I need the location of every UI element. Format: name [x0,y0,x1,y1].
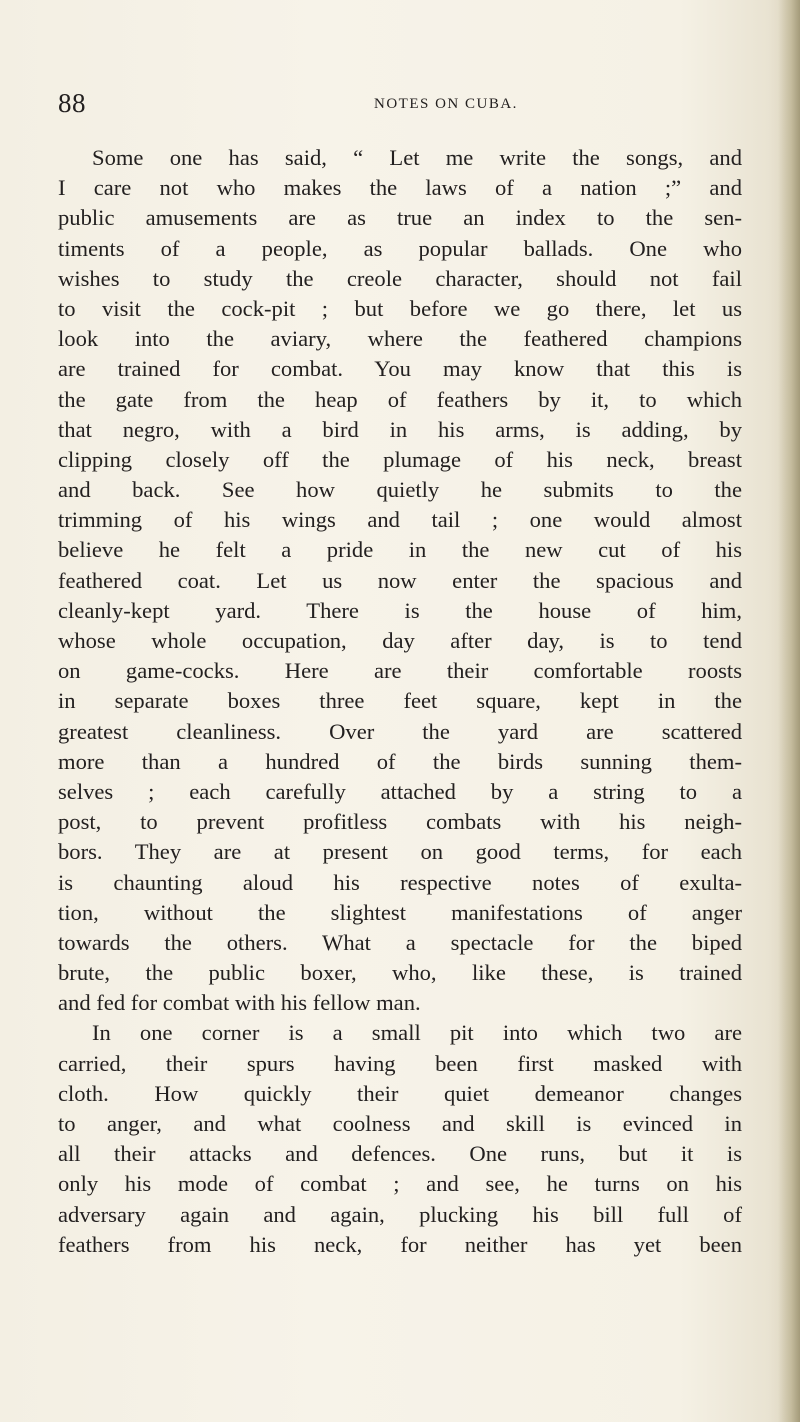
text-line: cloth. How quickly their quiet demeanor changes [58,1080,742,1106]
text-line: selves ; each carefully attached by a string to a [58,778,742,804]
text-line: adversary again and again, plucking his bill full of [58,1201,742,1227]
text-line: and back. See how quietly he submits to the [58,477,742,503]
text-line: feathers from his neck, for neither has yet been [58,1231,742,1257]
text-line: more than a hundred of the birds sunning them- [58,748,742,774]
text-line: greatest cleanliness. Over the yard are scattered [58,718,742,744]
text-line: on game-cocks. Here are their comfortable roosts [58,658,742,684]
text-line: that negro, with a bird in his arms, is adding, by [58,416,742,442]
text-line: is chaunting aloud his respective notes of exulta- [58,869,742,895]
text-line: In one corner is a small pit into which two are [92,1020,742,1046]
body-text [58,143,742,1260]
text-line: I care not who makes the laws of a nation ;” and [58,175,742,201]
text-line: are trained for combat. You may know that this is [58,356,742,382]
text-line: and fed for combat with his fellow man. [58,990,421,1016]
text-line: public amusements are as true an index to the sen- [58,205,742,231]
text-line: believe he felt a pride in the new cut of his [58,537,742,563]
text-line: wishes to study the creole character, should not fail [58,265,742,291]
page-number: 88 [58,88,86,118]
text-line: to visit the cock-pit ; but before we go there, let us [58,295,742,321]
running-head: NOTES ON CUBA. [374,96,518,112]
text-line: bors. They are at present on good terms, for each [58,839,742,865]
text-line: feathered coat. Let us now enter the spacious and [58,567,742,593]
text-line: Some one has said, “ Let me write the songs, and [92,145,742,170]
text-line: carried, their spurs having been first masked with [58,1050,742,1076]
text-line: towards the others. What a spectacle for the biped [58,929,742,955]
text-line: look into the aviary, where the feathered champions [58,326,742,352]
text-line: the gate from the heap of feathers by it, to which [58,386,742,412]
text-line: cleanly-kept yard. There is the house of him, [58,597,742,623]
text-line: timents of a people, as popular ballads. One who [58,235,742,261]
text-line: in separate boxes three feet square, kept in the [58,688,742,714]
text-line: brute, the public boxer, who, like these, is trained [58,960,742,986]
text-line: to anger, and what coolness and skill is evinced in [58,1111,742,1136]
text-line: whose whole occupation, day after day, is to tend [58,628,742,653]
text-line: only his mode of combat ; and see, he turns on his [58,1171,742,1197]
text-line: trimming of his wings and tail ; one would almost [58,507,742,533]
text-line: all their attacks and defences. One runs, but it is [58,1141,742,1167]
page-header [58,88,658,118]
text-line: tion, without the slightest manifestations of anger [58,899,742,925]
page-edge-shadow [778,0,800,1422]
text-line: clipping closely off the plumage of his neck, breast [58,446,742,472]
text-line: post, to prevent profitless combats with his neigh- [58,809,742,835]
